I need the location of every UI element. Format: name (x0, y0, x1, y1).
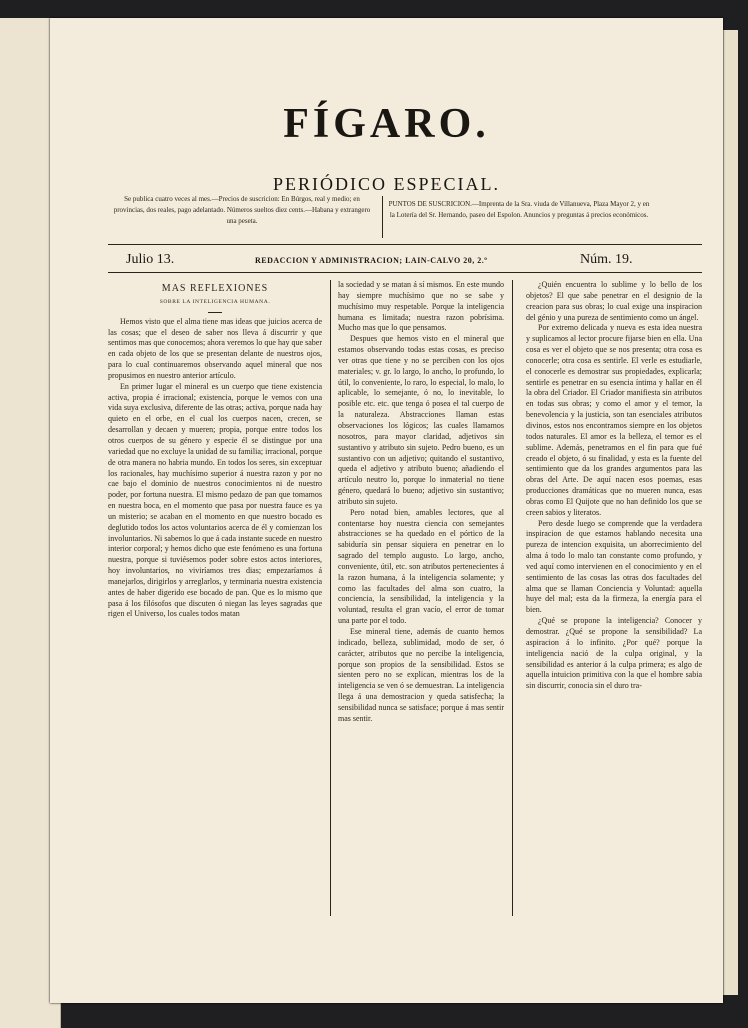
column-divider-1 (330, 280, 331, 916)
issue-date: Julio 13. (126, 252, 175, 267)
article-title: MAS REFLEXIONES (161, 283, 269, 294)
masthead-subtitle: PERIÓDICO ESPECIAL. (272, 174, 500, 194)
masthead-title: FÍGARO. (283, 101, 490, 147)
paragraph: la sociedad y se matan á sí mismos. En este mundo hay siempre muchísimo que no se sabe y muchísimo muy respetable. Porque la inteligencia humana es limitada; nuestra razon pobrísima. Mucho mas que lo que pensamos. (338, 280, 504, 333)
article-column-1 (108, 280, 322, 620)
rule-above-dateline (108, 244, 702, 245)
article-column-2 (338, 280, 504, 725)
paragraph: Pero notad bien, amables lectores, que al contentarse hoy nuestra ciencia con semejantes abstracciones se ha quedado en el pórtico de la sabiduría sin pensar siquiera en penetrar en lo sagrado del templo augusto. Lo largo, ancho, conveniente, útil, etc. son atributos pertenecientes á la razon humana, á la inteligencia solamente; y como las facultades del alma son cuatro, la conciencia, la sensibilidad, la inteligencia y la voluntad, resulta el gran vacío, el error de tomar una parte por el todo. (338, 507, 504, 626)
issue-number: Núm. 19. (580, 252, 633, 267)
paragraph: Despues que hemos visto en el mineral que estamos observando todas estas cosas, es preciso ver otras que tiene y no se perciben con los ojos materiales; v. gr. lo largo, lo ancho, lo profundo, lo útil, lo conveniente, lo raro, lo especial, lo malo, lo aplicable, lo semejante, ó no, lo inevitable, lo posible etc. etc. que tenga ó posea el tal cuerpo de la naturaleza. Abstracciones llaman estas observaciones los lógicos; las cuales llamamos nosotros, para mayor claridad, adjetivos sin sustantivo y atributo sin sujeto. Pedro bueno, es un sustantivo con un adjetivo; quitando el sustantivo, queda el adjetivo y atributo bueno; añadiendo el artículo neutro lo, porque lo inmaterial no tiene género, quedará lo bueno; adjetivo sin sustantivo; atributo sin sujeto. (338, 334, 504, 506)
dateline (120, 252, 720, 270)
title-rule (208, 312, 222, 313)
paragraph: Hemos visto que el alma tiene mas ideas que juicios acerca de las cosas; que el deseo de saber nos lleva á discurrir y que sentimos mas que conocemos; ahora veremos lo que hay que saber en cada objeto de los que se presentan delante de nuestros ojos, para lo cual continuaremos observando aquel mineral que nos propusimos en nuestro anterior artículo. (108, 316, 322, 380)
rule-below-dateline (108, 272, 702, 273)
paragraph: Por extremo delicada y nueva es esta idea nuestra y suplicamos al lector procure fijarse bien en ella. Una cosa es ver el objeto que se nos presenta; otra cosa es conocerle; otra cosa es sentirle. El verle es estudiarle, el conocerle es demostrar sus propiedades, explicarla; sentirle es penetrar en su esencia íntima y hallar en él la obra del Criador. El Criador manifiesta sin atributos en todas sus obras; y como el amor y el temor, la benevolencia y la justicia, son tan esenciales atributos divinos, estos nos encontramos siempre en los objetos todos naturales. El amor es la belleza, el temor es el sublime. Además, penetramos en el fin para que fué creado el objeto, ó su finalidad, y esta es la fuente del sentimiento que da los grandes argumentos para las obras del Arte. De aquí nacen esos poemas, esas producciones dramáticas que no mueren nunca, esas obras como El Quijote que no han definido los que se creen sabios y literatos. (526, 323, 702, 517)
paragraph: ¿Qué se propone la inteligencia? Conocer y demostrar. ¿Qué se propone la sensibilidad? La aspiracion á lo infinito. ¿Por qué? porque la inteligencia nació de la culpa original, y la sensibilidad es anterior á la culpa primera; es algo de aquella intuicion primitiva con la que el hombre sabia sin discurrir, conocia sin el duro tra- (526, 616, 702, 691)
paragraph: Ese mineral tiene, además de cuanto hemos indicado, belleza, sublimidad, modo de ser, ó carácter, atributos que no percibe la inteligencia, porque son propios de la sensibilidad. Estos se sienten pero no se explican, mientras los de la inteligencia se ven ó se demuestran. La inteligencia llega á una demostracion y queda satisfecha; la sensibilidad nunca se satisface; porque á mas sentir mas sentir. (338, 627, 504, 723)
subscription-info: Se publica cuatro veces al mes.—Precios de suscricion: En Búrgos, real y medio; en provincias, dos reales, pago adelantado. Números sueltos diez cents.—Habana y extrangero una peseta. (113, 195, 371, 225)
newspaper-page (50, 18, 723, 1003)
paragraph: Pero desde luego se comprende que la verdadera inspiracion de que estamos hablando necesita una pureza de intencion exquisita, un aborrecimiento del alma á todo lo malo tan constante como profundo, y ved aquí como intervienen en el conocimiento y en el sentimiento de las cosas las otras dos facultades del alma que se llaman Conciencia y Voluntad: aquella huye del mal; esta da la firmeza, la energía para el bien. (526, 518, 702, 615)
article-column-3 (526, 280, 702, 692)
page-stack-edge (723, 30, 738, 995)
info-divider (382, 196, 383, 238)
editorial-address: REDACCION Y ADMINISTRACION; LAIN-CALVO 20, 2.º (255, 256, 488, 265)
subscription-points: PUNTOS DE SUSCRICION.—Imprenta de la Sra. viuda de Villanueva, Plaza Mayor 2, y en la Lotería del Sr. Hernando, paseo del Espolon. Anuncios y preguntas á precios económicos. (388, 200, 650, 219)
article-subtitle: SOBRE LA INTELIGENCIA HUMANA. (159, 298, 271, 305)
column-divider-2 (512, 280, 513, 916)
paragraph: ¿Quién encuentra lo sublime y lo bello de los objetos? El que sabe penetrar en el designio de la creacion para sus obras; lo cual exige una inspiracion del génio y una pureza de sentimiento como un ángel. (526, 280, 702, 322)
paragraph: En primer lugar el mineral es un cuerpo que tiene existencia activa, propia é irracional; existencia, porque le vemos con una vida suya exclusiva, diferente de las otras; activa, porque nada hay quieto en el orbe, en el cual los cuerpos nacen, crecen, se desarrollan y decaen y mueren; propia, porque entre todos los otros cuerpos de su género y especie él se distingue por una variedad que no excluye la unidad de su familia; irracional, porque de otra manera no habria mundo. En todos los seres, sin exceptuar los racionales, hay muchísimo superior á nuestra razon y por no cae bajo el dominio de nuestros conocimientos ni de nuestro poder, por fortuna nuestra. El mismo pedazo de pan que tomamos en nuestra boca, en el momento que pasa por nuestra fauce es ya un misterio; se acaban en el momento en que nuestro bocado es deglutido todos los actos voluntarios acerca de él y comienzan los involuntarios. Ni sabemos lo que á cada instante sucede en nuestro interior corporal; y hemos dicho que este fenómeno es una fortuna nuestra, porque si tuviésemos poder sobre estos actos interiores, hoy involuntarios, no viviríamos tres dias; empezaríamos á manejarlos, dirigirlos y arreglarlos, y terminaria nuestra existencia antes de haber digerido ese bocado de pan. Que es lo mismo que pasa á los filósofos que discuten ó niegan las leyes sagradas que rigen el Universo, los cuales todos matan (108, 381, 322, 619)
